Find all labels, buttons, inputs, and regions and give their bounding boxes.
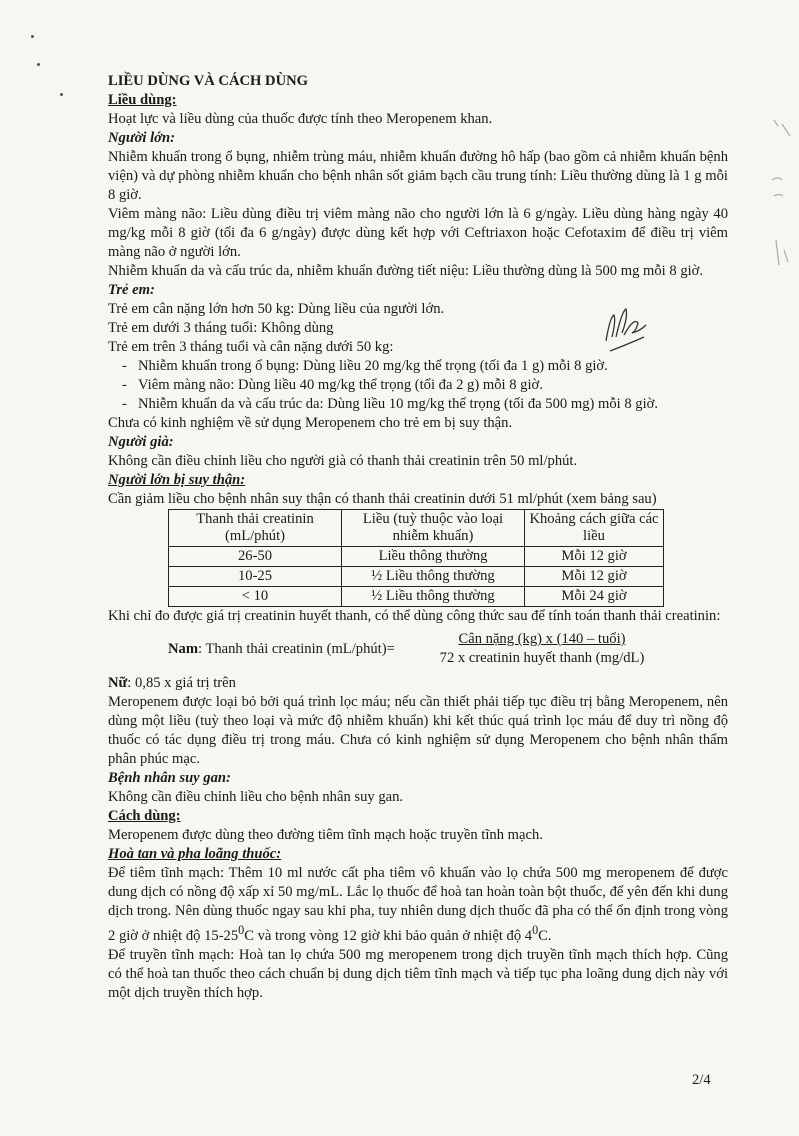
page-number: 2/4 [692,1072,711,1088]
table-cell: Liều thông thường [342,547,525,567]
female-label: Nữ [108,675,128,691]
table-row [169,567,664,587]
table-header: Thanh thải creatinin (mL/phút) [169,510,342,547]
adults-paragraph: Nhiễm khuẩn trong ổ bụng, nhiễm trùng máu, nhiễm khuẩn đường hô hấp (bao gồm cả nhiễm khuẩn bệnh viện) và dự phòng nhiễm khuẩn cho bệnh nhân sốt giảm bạch cầu trung tính: Liều thường dùng là 1 g mỗi 8 giờ. [108,149,728,203]
formula-denominator: 72 x creatinin huyết thanh (mg/dL) [439,650,645,666]
renal-heading: Người lớn bị suy thận: [108,472,246,488]
table-row [169,587,664,607]
table-header-row [169,510,664,547]
children-note: Chưa có kinh nghiệm về sử dụng Meropenem cho trẻ em bị suy thận. [108,415,513,431]
table-cell: 26-50 [169,547,342,567]
infusion-paragraph: Để truyền tĩnh mạch: Hoà tan lọ chứa 500 mg meropenem trong dịch truyền tĩnh mạch thích hợp. Cũng có thể hoà tan thuốc theo cách chuẩn bị dung dịch tiêm tĩnh mạch và tiếp tục pha loãng dung dịch này với một dịch truyền thích hợp. [108,946,728,1001]
table-row [169,547,664,567]
children-line: Trẻ em dưới 3 tháng tuổi: Không dùng [108,320,334,336]
injection-paragraph [108,864,728,946]
table-cell: ½ Liều thông thường [342,587,525,607]
injection-text: C và trong vòng 12 giờ khi bảo quản ở nhiệt độ 4 [244,927,533,944]
dosage-intro: Hoạt lực và liều dùng của thuốc được tính theo Meropenem khan. [108,111,493,127]
formula-intro: Khi chỉ đo được giá trị creatinin huyết thanh, có thể dùng công thức sau để tính toán thanh thải creatinin: [108,608,721,624]
page-title: LIỀU DÙNG VÀ CÁCH DÙNG [108,73,309,89]
hepatic-heading: Bệnh nhân suy gan: [108,770,231,786]
table-cell: Mỗi 12 giờ [525,567,664,587]
formula-female [108,674,728,693]
document-body [108,72,728,1003]
children-line: Trẻ em cân nặng lớn hơn 50 kg: Dùng liều của người lớn. [108,301,445,317]
table-cell: ½ Liều thông thường [342,567,525,587]
list-item: - Nhiễm khuẩn trong ổ bụng: Dùng liều 20 mg/kg thể trọng (tối đa 1 g) mỗi 8 giờ. [122,357,728,376]
degree-sup: 0 [238,923,245,937]
scan-speck [60,93,63,96]
female-expression: : 0,85 x giá trị trên [127,675,236,691]
adults-paragraph: Viêm màng não: Liều dùng điều trị viêm màng não cho người lớn là 6 g/ngày. Liều dùng hàng ngày 40 mg/kg mỗi 8 giờ (tối đa 6 g/ngày) được dùng kết hợp với Ceftriaxon hoặc Cefotaxim để điều trị viêm màng não ở người lớn. [108,206,728,260]
formula-male [168,640,395,659]
table-cell: Mỗi 24 giờ [525,587,664,607]
table-header: Khoảng cách giữa các liều [525,510,664,547]
creatinine-formula [108,630,728,674]
renal-intro: Cần giảm liều cho bệnh nhân suy thận có thanh thải creatinin dưới 51 ml/phút (xem bảng sau) [108,491,657,507]
injection-text: C. [538,927,552,944]
administration-heading: Cách dùng: [108,808,181,824]
renal-dosage-table [168,509,664,607]
hepatic-text: Không cần điều chỉnh liều cho bệnh nhân suy gan. [108,789,404,805]
formula-numerator: Cân nặng (kg) x (140 – tuổi) [458,631,626,647]
children-line: Trẻ em trên 3 tháng tuổi và cân nặng dưới 50 kg: [108,339,394,355]
elderly-heading: Người già: [108,434,174,450]
male-label: Nam [168,641,198,657]
table-cell: Mỗi 12 giờ [525,547,664,567]
degree-sup: 0 [532,923,539,937]
scan-speck [31,35,34,38]
formula-fraction [426,630,658,668]
list-item: - Nhiễm khuẩn da và cấu trúc da: Dùng liều 10 mg/kg thể trọng (tối đa 500 mg) mỗi 8 giờ. [122,395,728,414]
list-item: - Viêm màng não: Dùng liều 40 mg/kg thể trọng (tối đa 2 g) mỗi 8 giờ. [122,376,728,395]
adults-heading: Người lớn: [108,130,175,146]
table-cell: 10-25 [169,567,342,587]
table-header: Liều (tuỳ thuộc vào loại nhiễm khuẩn) [342,510,525,547]
elderly-text: Không cần điều chỉnh liều cho người già có thanh thải creatinin trên 50 ml/phút. [108,453,578,469]
children-dosage-list [108,357,728,414]
administration-text: Meropenem được dùng theo đường tiêm tĩnh mạch hoặc truyền tĩnh mạch. [108,827,543,843]
adults-paragraph: Nhiễm khuẩn da và cấu trúc da, nhiễm khuẩn đường tiết niệu: Liều thường dùng là 500 mg mỗi 8 giờ. [108,263,704,279]
male-expression: : Thanh thải creatinin (mL/phút)= [198,641,395,657]
table-cell: < 10 [169,587,342,607]
dosage-heading: Liều dùng: [108,92,177,108]
injection-text: Để tiêm tĩnh mạch: Thêm 10 ml nước cất pha tiêm vô khuẩn vào lọ chứa 500 mg meropenem để được dung dịch có nồng độ xấp xỉ 50 mg/mL. Lắc lọ thuốc để hoà tan hoàn toàn bột thuốc, để yên đến khi dung dịch trong. Nên dùng thuốc ngay sau khi pha, tuy nhiên dung dịch thuốc đã pha có thể ổn định trong vòng 2 giờ ở nhiệt độ 15-25 [108,865,728,944]
scan-speck [37,63,40,66]
preparation-heading: Hoà tan và pha loãng thuốc: [108,846,282,862]
dialysis-paragraph: Meropenem được loại bỏ bởi quá trình lọc máu; nếu cần thiết phải tiếp tục điều trị bằng Meropenem, nên dùng một liều (tuỳ theo loại và mức độ nhiễm khuẩn) khi kết thúc quá trình lọc máu để duy trì nồng độ thuốc có tác dụng điều trị trong máu. Chưa có kinh nghiệm sử dụng Meropenem cho bệnh nhân thẩm phân phúc mạc. [108,694,728,767]
children-heading: Trẻ em: [108,282,155,298]
margin-stamp-marks [768,110,796,280]
